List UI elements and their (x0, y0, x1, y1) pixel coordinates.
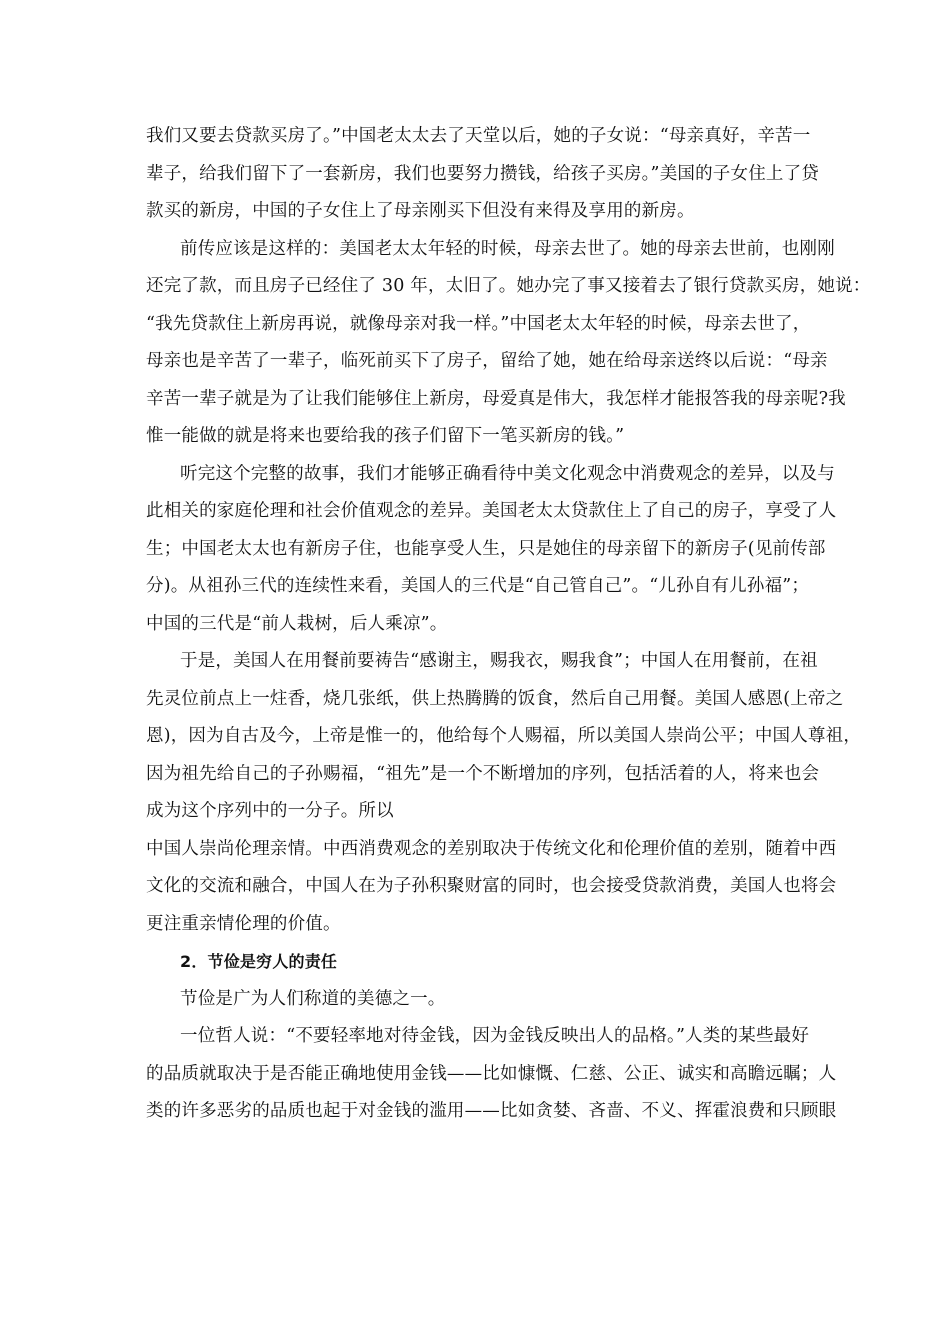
text-line: 分)。从祖孙三代的连续性来看，美国人的三代是“自己管自己”。“儿孙自有儿孙福”； (146, 576, 810, 596)
text-line: 中国的三代是“前人栽树，后人乘凉”。 (146, 613, 448, 634)
text-line: 母亲也是辛苦了一辈子，临死前买下了房子，留给了她，她在给母亲送终以后说：“母亲 (146, 351, 828, 371)
document-page (146, 118, 871, 1131)
text-line: 因为祖先给自己的子孙赐福，“祖先”是一个不断增加的序列，包括活着的人，将来也会 (146, 763, 820, 784)
text-line: 惟一能做的就是将来也要给我的孩子们留下一笔买新房的钱。” (146, 426, 625, 446)
paragraph-start-line: 一位哲人说：“不要轻率地对待金钱，因为金钱反映出人的品格。”人类的某些最好 (180, 1026, 810, 1046)
text-line: 款买的新房，中国的子女住上了母亲刚买下但没有来得及享用的新房。 (146, 201, 695, 221)
text-line: 更注重亲情伦理的价值。 (146, 913, 341, 934)
text-line: 还完了款，而且房子已经住了 30 年，太旧了。她办完了事又接着去了银行贷款买房，她说： (146, 276, 871, 296)
text-line: 恩)，因为自古及今，上帝是惟一的，他给每个人赐福，所以美国人崇尚公平；中国人尊祖， (146, 726, 862, 746)
text-line: “我先贷款住上新房再说，就像母亲对我一样。”中国老太太年轻的时候，母亲去世了， (146, 313, 811, 334)
text-line: 中国人崇尚伦理亲情。中西消费观念的差别取决于传统文化和伦理价值的差别，随着中西 (146, 838, 837, 859)
text-line: 先灵位前点上一炷香，烧几张纸，供上热腾腾的饭食，然后自己用餐。美国人感恩(上帝之 (146, 688, 844, 709)
paragraph-start-line: 节俭是广为人们称道的美德之一。 (180, 988, 446, 1009)
text-line: 我们又要去贷款买房了。”中国老太太去了天堂以后，她的子女说：“母亲真好，辛苦一 (146, 126, 811, 146)
text-line: 的品质就取决于是否能正确地使用金钱——比如慷慨、仁慈、公正、诚实和高瞻远瞩；人 (146, 1063, 837, 1084)
text-line: 文化的交流和融合，中国人在为子孙积聚财富的同时，也会接受贷款消费，美国人也将会 (146, 876, 837, 896)
paragraph-start-line: 听完这个完整的故事，我们才能够正确看待中美文化观念中消费观念的差异，以及与 (180, 463, 835, 484)
text-line: 辈子，给我们留下了一套新房，我们也要努力攒钱，给孩子买房。”美国的子女住上了贷 (146, 163, 819, 184)
text-line: 类的许多恶劣的品质也起于对金钱的滥用——比如贪婪、吝啬、不义、挥霍浪费和只顾眼 (146, 1101, 837, 1121)
text-line: 成为这个序列中的一分子。所以 (146, 801, 394, 821)
section-heading: 2．节俭是穷人的责任 (180, 952, 338, 971)
text-line: 生；中国老太太也有新房子住，也能享受人生，只是她住的母亲留下的新房子(见前传部 (146, 538, 826, 559)
paragraph-start-line: 于是，美国人在用餐前要祷告“感谢主，赐我衣，赐我食”；中国人在用餐前，在祖 (180, 651, 818, 671)
paragraph-start-line: 前传应该是这样的：美国老太太年轻的时候，母亲去世了。她的母亲去世前，也刚刚 (180, 238, 835, 259)
text-line: 辛苦一辈子就是为了让我们能够住上新房，母爱真是伟大，我怎样才能报答我的母亲呢?我 (146, 388, 846, 409)
text-line: 此相关的家庭伦理和社会价值观念的差异。美国老太太贷款住上了自己的房子，享受了人 (146, 501, 837, 521)
